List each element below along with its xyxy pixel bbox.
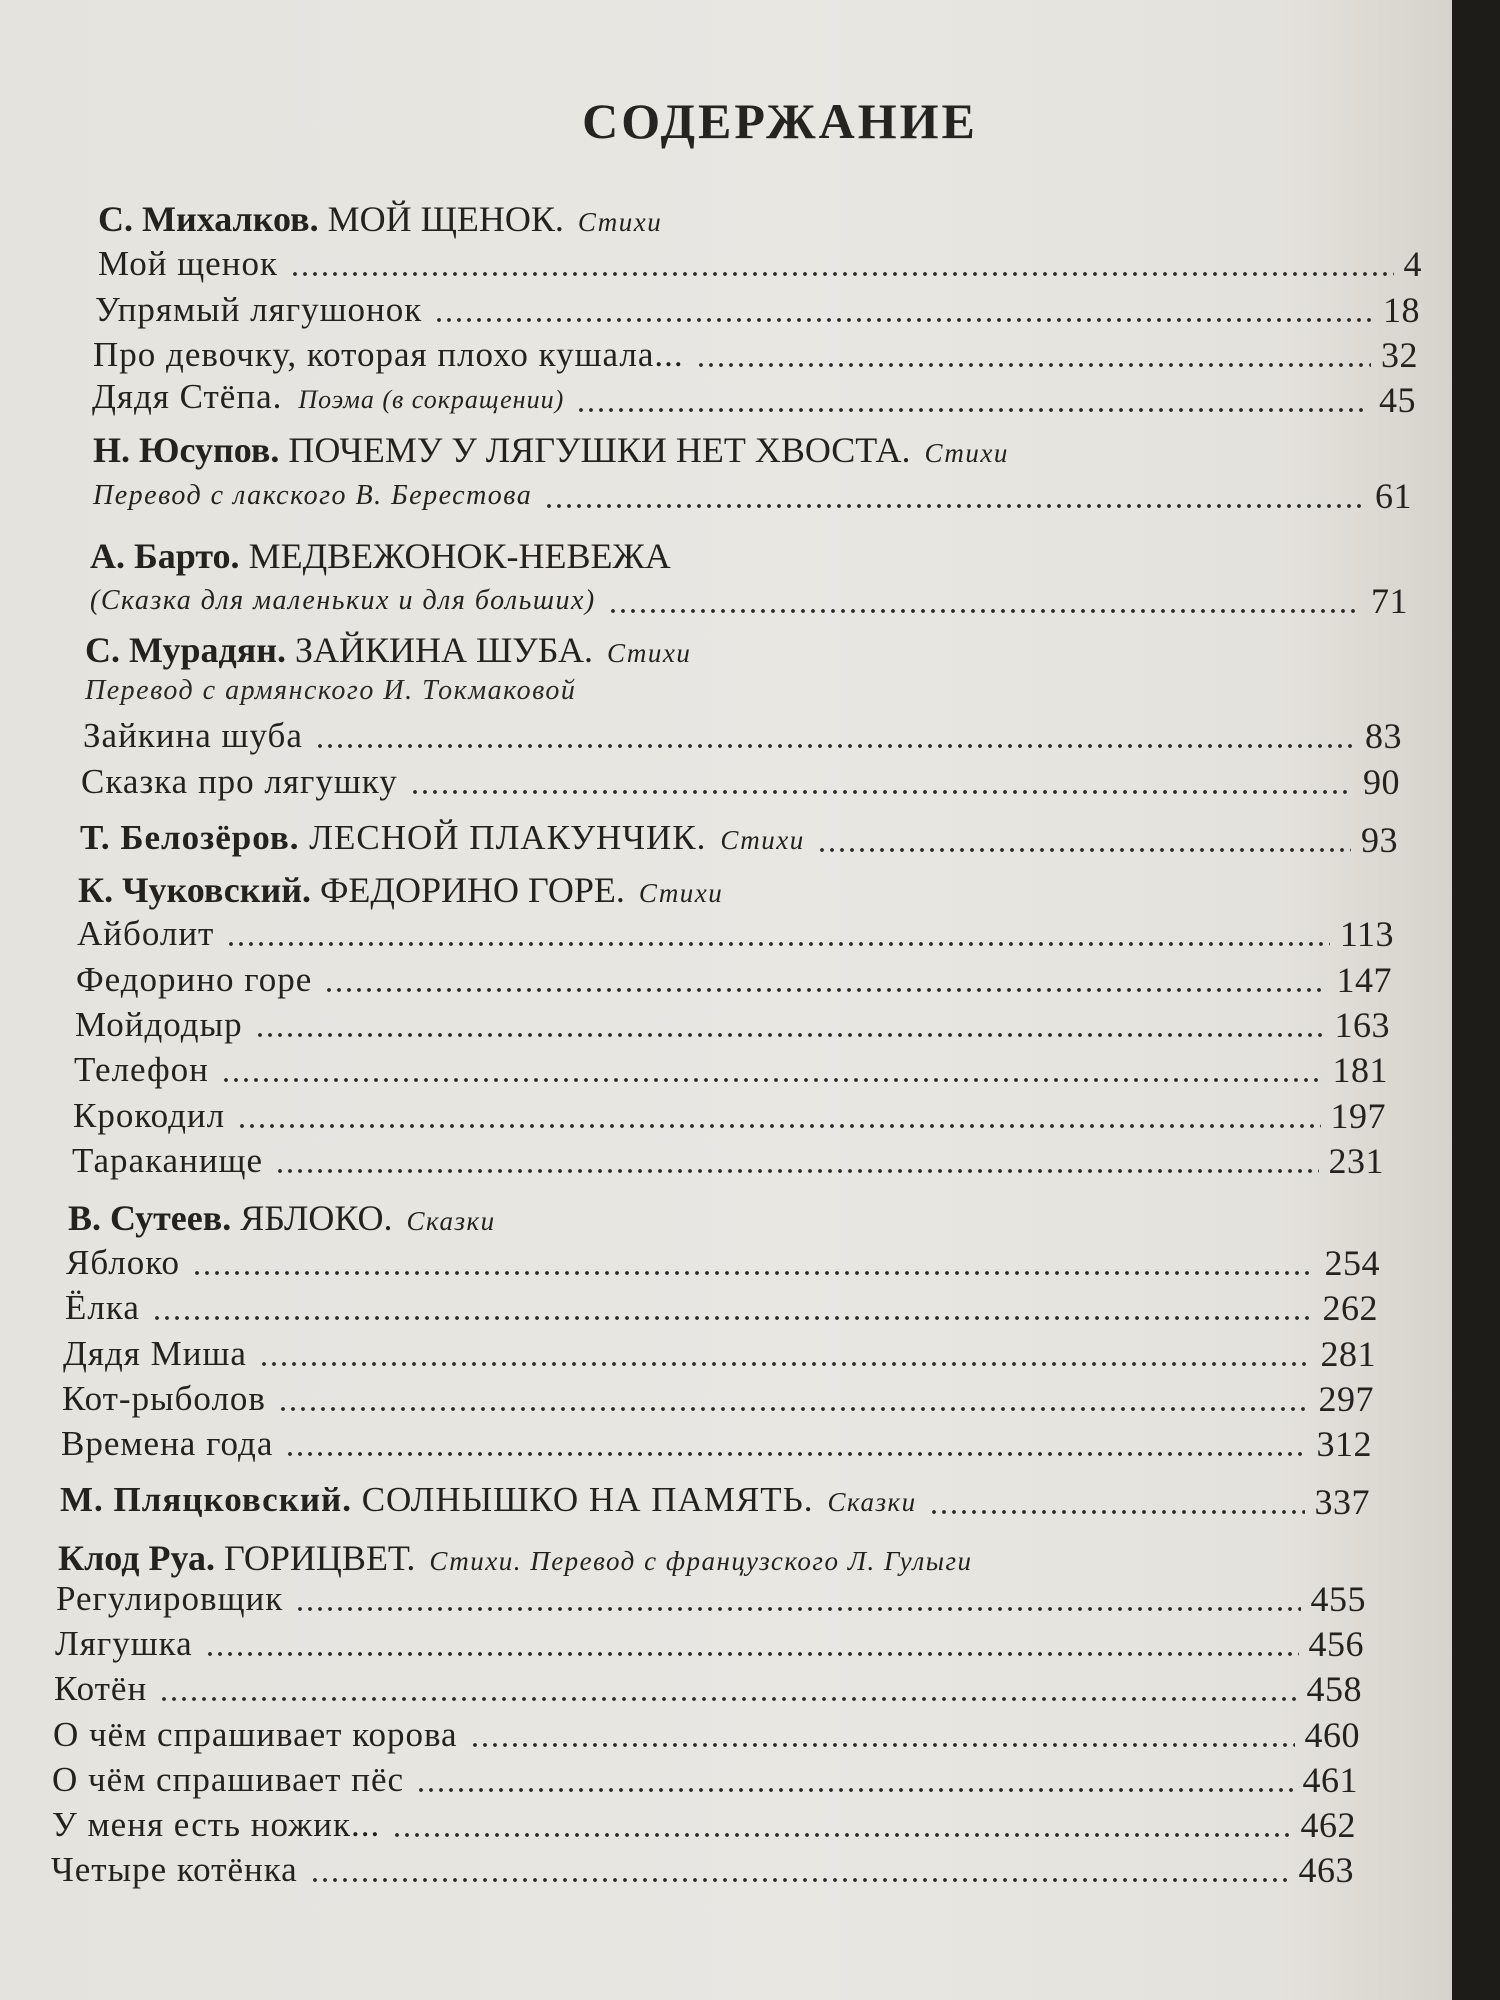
leader-line xyxy=(93,474,1412,518)
entry-title-text: Мой щенок xyxy=(98,244,278,283)
work-title: ГОРИЦВЕТ. xyxy=(224,1538,416,1578)
dot-leader xyxy=(226,942,1329,946)
page-number: 312 xyxy=(1316,1424,1372,1464)
section-heading-text xyxy=(93,428,1414,472)
toc-entry[interactable] xyxy=(62,1377,1374,1421)
entry-title-text: Тараканище xyxy=(72,1141,264,1180)
section-heading-text xyxy=(98,197,1424,241)
toc-entry[interactable] xyxy=(74,1048,1388,1092)
toc-entry[interactable] xyxy=(63,1332,1376,1376)
entry-title-text: Крокодил xyxy=(73,1096,226,1135)
leader-line xyxy=(92,378,1416,422)
dot-leader xyxy=(259,1362,1311,1366)
page-number: 456 xyxy=(1308,1624,1364,1664)
page-number: 113 xyxy=(1339,914,1394,954)
toc-entry[interactable] xyxy=(93,474,1412,518)
page-number: 32 xyxy=(1381,335,1418,375)
page-number: 231 xyxy=(1328,1141,1384,1181)
toc-entry[interactable] xyxy=(93,333,1418,377)
entry-title-text: Телефон xyxy=(74,1050,209,1089)
toc-entry[interactable] xyxy=(95,288,1420,332)
work-title: СОЛНЫШКО НА ПАМЯТЬ. xyxy=(361,1480,814,1519)
work-title: ПОЧЕМУ У ЛЯГУШКИ НЕТ ХВОСТА. xyxy=(288,430,911,470)
toc-section-heading xyxy=(85,628,1406,672)
dot-leader xyxy=(315,744,1355,748)
page-number: 462 xyxy=(1300,1805,1356,1845)
leader-line xyxy=(98,242,1422,286)
page-number: 460 xyxy=(1304,1715,1360,1755)
dot-leader xyxy=(392,1833,1290,1837)
genre-label: Стихи xyxy=(720,825,805,855)
entry-title xyxy=(93,333,684,377)
page-number: 197 xyxy=(1330,1096,1386,1136)
page-number: 461 xyxy=(1302,1760,1358,1800)
entry-title-text: О чём спрашивает корова xyxy=(53,1715,458,1754)
dot-leader xyxy=(275,1169,1318,1173)
dot-leader xyxy=(434,318,1373,322)
dot-leader xyxy=(929,1510,1305,1514)
page-number: 83 xyxy=(1365,716,1402,756)
entry-title-text: Котён xyxy=(54,1669,148,1708)
work-title: МОЙ ЩЕНОК. xyxy=(327,199,564,239)
entry-title-text: Упрямый лягушонок xyxy=(95,290,423,329)
dot-leader xyxy=(255,1033,1325,1037)
entry-title xyxy=(95,288,422,332)
entry-title-text: Дядя Миша xyxy=(63,1334,247,1373)
page-number: 163 xyxy=(1334,1005,1390,1045)
entry-title-text: У меня есть ножик... xyxy=(52,1805,381,1844)
toc-section-heading xyxy=(98,197,1424,241)
author-name: К. Чуковский. xyxy=(78,870,311,910)
leader-line xyxy=(77,912,1394,956)
dot-leader xyxy=(285,1452,1306,1456)
page-number: 281 xyxy=(1320,1334,1376,1374)
entry-title xyxy=(66,1241,180,1285)
entry-title-text: Федорино горе xyxy=(76,960,313,999)
section-heading-text xyxy=(90,534,1410,578)
page-number: 262 xyxy=(1322,1288,1378,1328)
leader-line xyxy=(66,1241,1380,1285)
dot-leader xyxy=(237,1124,1320,1128)
entry-title-text: Четыре котёнка xyxy=(51,1850,298,1889)
dot-leader xyxy=(817,848,1351,852)
dot-leader xyxy=(416,1788,1292,1792)
entry-title xyxy=(77,912,214,956)
entry-title xyxy=(55,1622,193,1666)
page-number: 45 xyxy=(1379,380,1416,420)
toc-section-heading xyxy=(90,534,1410,578)
page-number: 463 xyxy=(1298,1850,1354,1890)
dot-leader xyxy=(576,408,1369,412)
dot-leader xyxy=(544,504,1365,508)
toc-entry[interactable] xyxy=(54,1667,1362,1711)
entry-title xyxy=(56,1577,283,1621)
leader-line xyxy=(90,579,1408,623)
genre-label: Сказки xyxy=(827,1487,917,1517)
entry-title xyxy=(63,1332,247,1376)
entry-title xyxy=(92,375,564,422)
entry-title xyxy=(54,1667,147,1711)
leader-line xyxy=(74,1048,1388,1092)
toc-entry[interactable] xyxy=(55,1622,1364,1666)
toc-entry[interactable] xyxy=(77,912,1394,956)
page-number: 337 xyxy=(1314,1482,1370,1522)
entry-title xyxy=(73,1094,225,1138)
entry-title xyxy=(60,1478,917,1524)
page-number: 93 xyxy=(1361,820,1398,860)
toc-section-heading xyxy=(68,1196,1382,1240)
genre-label: Стихи xyxy=(577,207,663,237)
entry-title-text: Мойдодыр xyxy=(75,1005,243,1044)
leader-line xyxy=(62,1377,1374,1421)
entry-title xyxy=(65,1286,140,1330)
genre-label: Стихи xyxy=(607,638,692,668)
entry-title-text: Кот-рыболов xyxy=(62,1379,266,1418)
page-number: 455 xyxy=(1310,1579,1366,1619)
translation-note xyxy=(85,669,1404,713)
page-number: 71 xyxy=(1371,581,1408,621)
entry-title xyxy=(62,1377,266,1421)
entry-note: (Сказка для маленьких и для больших) xyxy=(90,585,596,616)
dot-leader xyxy=(608,609,1361,613)
dot-leader xyxy=(696,363,1371,367)
entry-title xyxy=(80,816,805,862)
dot-leader xyxy=(290,272,1394,276)
toc-entry[interactable] xyxy=(61,1422,1372,1466)
leader-line xyxy=(55,1622,1364,1666)
leader-line xyxy=(75,1003,1390,1047)
page-number: 458 xyxy=(1306,1669,1362,1709)
page-number: 61 xyxy=(1375,476,1412,516)
entry-title xyxy=(75,1003,243,1047)
leader-line xyxy=(76,958,1392,1002)
leader-line xyxy=(53,1713,1360,1757)
author-name: С. Мурадян. xyxy=(85,630,286,670)
entry-title xyxy=(53,1713,458,1757)
genre-label: Стихи xyxy=(924,438,1009,468)
toc-entry[interactable] xyxy=(60,1480,1370,1524)
toc-entry[interactable] xyxy=(52,1758,1358,1802)
toc-section-heading xyxy=(78,868,1396,912)
leader-line xyxy=(80,818,1398,862)
leader-line xyxy=(60,1480,1370,1524)
section-heading-text xyxy=(58,1536,1368,1580)
work-title: ФЕДОРИНО ГОРЕ. xyxy=(319,870,625,910)
leader-line xyxy=(93,333,1418,377)
toc-entry[interactable] xyxy=(72,1139,1384,1183)
dot-leader xyxy=(221,1078,1323,1082)
toc-entry[interactable] xyxy=(98,242,1422,286)
entry-title-text: Сказка про лягушку xyxy=(81,762,398,801)
dot-leader xyxy=(470,1743,1295,1747)
entry-title xyxy=(52,1758,404,1802)
author-name: Клод Руа. xyxy=(58,1538,215,1578)
toc-entry[interactable] xyxy=(76,958,1392,1002)
toc-entry[interactable] xyxy=(81,760,1400,804)
entry-title xyxy=(51,1848,298,1892)
genre-label: Стихи xyxy=(638,878,724,908)
page-number: 147 xyxy=(1336,960,1392,1000)
entry-title-text: Зайкина шуба xyxy=(83,716,303,755)
toc-section-heading xyxy=(58,1536,1368,1580)
page-number: 18 xyxy=(1383,290,1420,330)
toc-entry[interactable] xyxy=(66,1241,1380,1285)
toc-entry[interactable] xyxy=(56,1577,1366,1621)
entry-title-text: Айболит xyxy=(77,914,215,953)
work-title: ЛЕСНОЙ ПЛАКУНЧИК. xyxy=(309,818,707,857)
author-name: А. Барто. xyxy=(90,536,240,576)
toc-section-heading xyxy=(93,428,1414,472)
entry-title-text: Времена года xyxy=(61,1424,274,1463)
page-number: 4 xyxy=(1403,244,1422,284)
leader-line xyxy=(51,1848,1354,1892)
page-number: 254 xyxy=(1324,1243,1380,1283)
entry-title xyxy=(61,1422,273,1466)
leader-line xyxy=(54,1667,1362,1711)
dot-leader xyxy=(310,1878,1289,1882)
entry-title xyxy=(52,1803,380,1847)
section-heading-text xyxy=(68,1196,1382,1240)
page-title: СОДЕРЖАНИЕ xyxy=(582,93,978,149)
dot-leader xyxy=(295,1607,1300,1611)
toc-entry[interactable] xyxy=(83,714,1402,758)
toc-entry[interactable] xyxy=(53,1713,1360,1757)
toc-entry[interactable] xyxy=(73,1094,1386,1138)
leader-line xyxy=(52,1803,1356,1847)
dot-leader xyxy=(152,1316,1313,1320)
entry-title-text: Регулировщик xyxy=(56,1579,284,1618)
entry-note: Перевод с лакского В. Берестова xyxy=(93,480,533,511)
entry-subtitle: Поэма (в сокращении) xyxy=(298,385,565,414)
entry-title-text: Дядя Стёпа. xyxy=(92,377,283,416)
leader-line xyxy=(65,1286,1378,1330)
page-number: 297 xyxy=(1318,1379,1374,1419)
entry-title xyxy=(81,760,398,804)
dot-leader xyxy=(278,1407,1309,1411)
toc-entry[interactable] xyxy=(80,818,1398,862)
toc-entry[interactable] xyxy=(75,1003,1390,1047)
entry-title xyxy=(72,1139,263,1183)
toc-entry[interactable] xyxy=(92,378,1416,422)
entry-title-text: Ёлка xyxy=(65,1288,140,1327)
leader-line xyxy=(95,288,1420,332)
page-number: 181 xyxy=(1332,1050,1388,1090)
dot-leader xyxy=(159,1697,1296,1701)
author-name: Н. Юсупов. xyxy=(93,430,280,470)
entry-title xyxy=(83,714,303,758)
author-name: В. Сутеев. xyxy=(68,1198,232,1238)
section-heading-text xyxy=(85,628,1406,672)
leader-line xyxy=(61,1422,1372,1466)
section-heading-text xyxy=(78,868,1396,912)
toc-entry[interactable] xyxy=(51,1848,1354,1892)
dot-leader xyxy=(324,988,1326,992)
entry-title-text: Про девочку, которая плохо кушала... xyxy=(93,335,684,374)
translation-note-text: Перевод с армянского И. Токмаковой xyxy=(85,675,577,706)
work-title: МЕДВЕЖОНОК-НЕВЕЖА xyxy=(248,536,671,576)
page-number: 90 xyxy=(1363,762,1400,802)
entry-title xyxy=(76,958,312,1002)
work-title: ЯБЛОКО. xyxy=(240,1198,393,1238)
toc-entry[interactable] xyxy=(52,1803,1356,1847)
author-name: Т. Белозёров. xyxy=(80,818,300,857)
dot-leader xyxy=(192,1271,1315,1275)
author-name: С. Михалков. xyxy=(98,199,319,239)
entry-title-text: О чём спрашивает пёс xyxy=(52,1760,405,1799)
genre-label: Стихи. Перевод с французского Л. Гулыги xyxy=(429,1546,973,1576)
genre-label: Сказки xyxy=(406,1206,496,1236)
entry-title xyxy=(74,1048,209,1092)
dot-leader xyxy=(205,1652,1299,1656)
leader-line xyxy=(72,1139,1384,1183)
toc-entry[interactable] xyxy=(90,579,1408,623)
work-title: ЗАЙКИНА ШУБА. xyxy=(294,630,593,670)
author-name: М. Пляцковский. xyxy=(60,1480,352,1519)
leader-line xyxy=(81,760,1400,804)
leader-line xyxy=(56,1577,1366,1621)
toc-entry[interactable] xyxy=(65,1286,1378,1330)
dot-leader xyxy=(410,790,1353,794)
leader-line xyxy=(73,1094,1386,1138)
leader-line xyxy=(63,1332,1376,1376)
entry-title xyxy=(98,242,278,286)
entry-title-text: Лягушка xyxy=(55,1624,193,1663)
leader-line xyxy=(52,1758,1358,1802)
entry-title-text: Яблоко xyxy=(66,1243,180,1282)
leader-line xyxy=(83,714,1402,758)
